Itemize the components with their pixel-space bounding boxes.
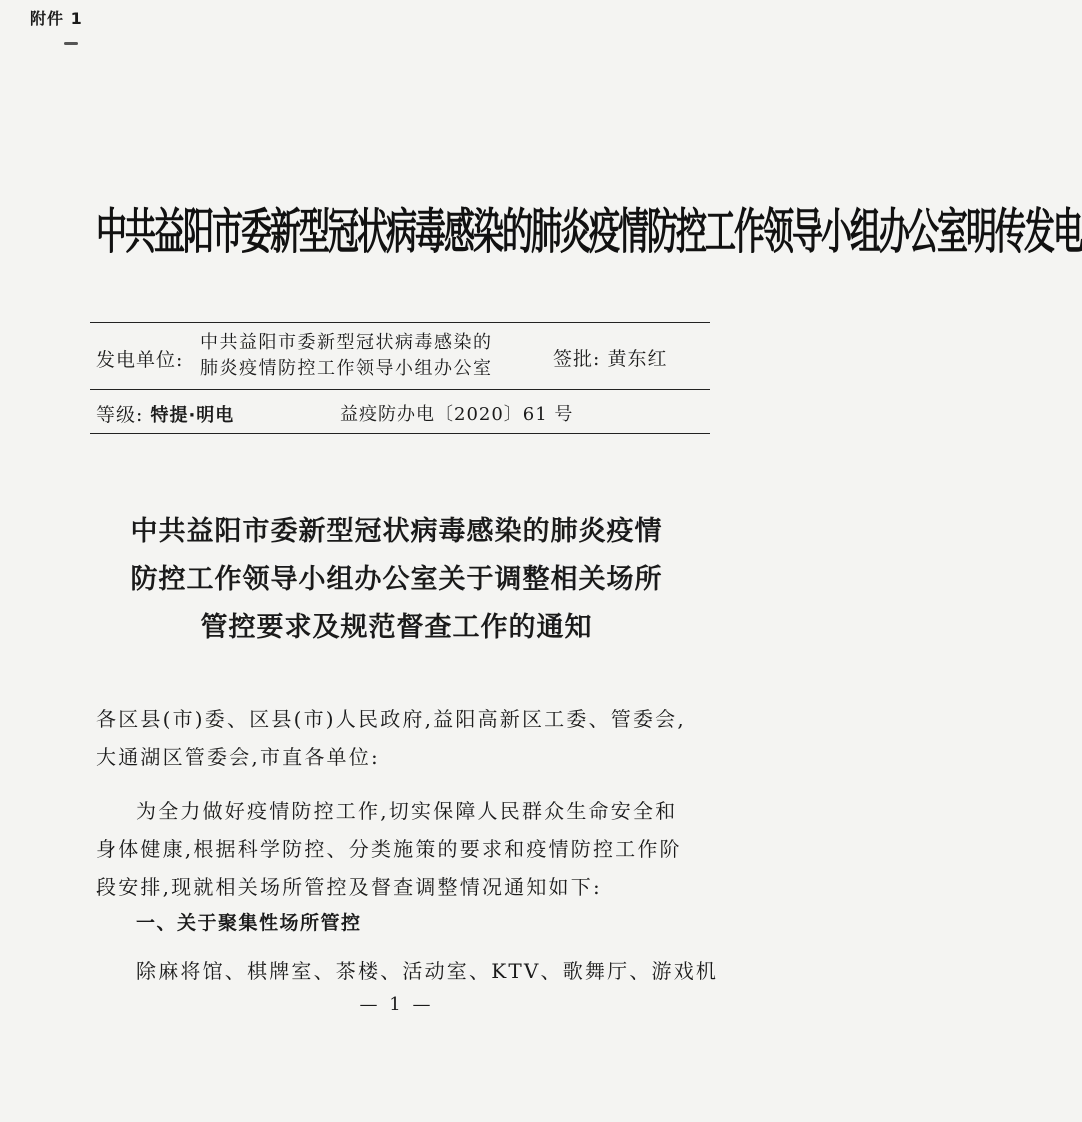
paragraph-intro: 为全力做好疫情防控工作,切实保障人民群众生命安全和身体健康,根据科学防控、分类施策的要求和疫情防控工作阶段安排,现就相关场所管控及督查调整情况通知如下: (96, 799, 682, 899)
title-line2: 防控工作领导小组办公室关于调整相关场所 (130, 564, 663, 595)
divider-middle (90, 389, 710, 390)
grade-label: 等级: (96, 404, 144, 426)
section-heading-1: 一、关于聚集性场所管控 (136, 912, 362, 934)
approval-signer: 签批: 黄东红 (553, 348, 668, 370)
document-title (80, 508, 713, 652)
title-line3: 管控要求及规范督查工作的通知 (200, 612, 593, 643)
sender-name-line2: 肺炎疫情防控工作领导小组办公室 (200, 358, 493, 379)
grade (96, 400, 234, 427)
page-number: — 1 — (359, 994, 434, 1015)
document-number: 益疫防办电〔2020〕61 号 (340, 404, 574, 425)
grade-value: 特提·明电 (150, 405, 235, 426)
title-line1: 中共益阳市委新型冠状病毒感染的肺炎疫情 (130, 516, 663, 547)
scan-mark (64, 42, 78, 45)
sender-name-line1: 中共益阳市委新型冠状病毒感染的 (200, 332, 493, 353)
telegram-header: 中共益阳市委新型冠状病毒感染的肺炎疫情防控工作领导小组办公室明传发电 (96, 204, 1082, 261)
divider-bottom (90, 433, 710, 434)
divider-top (90, 322, 710, 323)
addressee: 各区县(市)委、区县(市)人民政府,益阳高新区工委、管委会,大通湖区管委会,市直各单位: (96, 707, 686, 769)
sender-label: 发电单位: (96, 349, 184, 371)
attachment-label: 附件 1 (30, 9, 83, 28)
paragraph-section1: 除麻将馆、棋牌室、茶楼、活动室、KTV、歌舞厅、游戏机 (136, 959, 719, 983)
sender-name (200, 330, 493, 382)
